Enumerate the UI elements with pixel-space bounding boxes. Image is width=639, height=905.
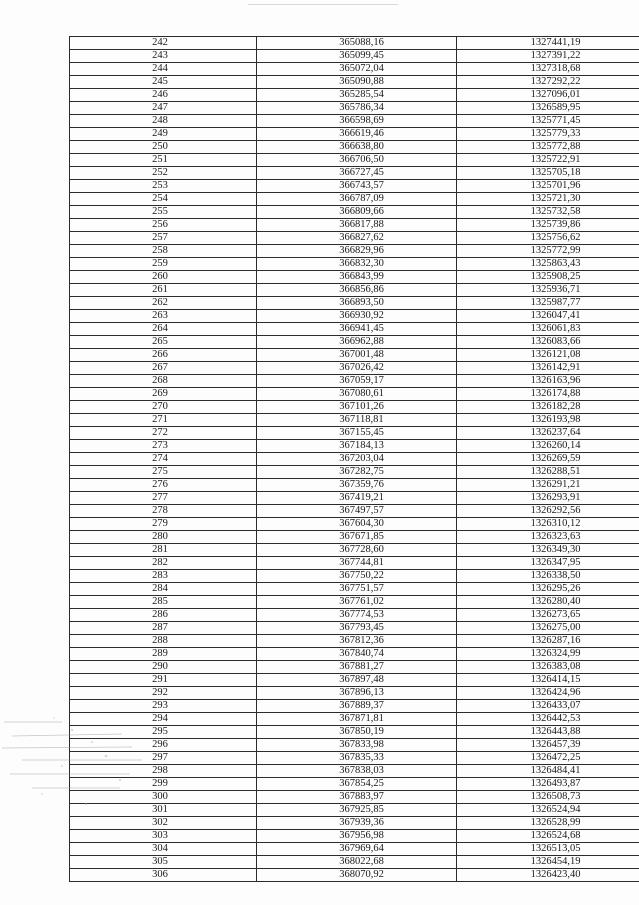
point-number-cell: 268 xyxy=(70,375,257,388)
point-number-cell: 291 xyxy=(70,674,257,687)
y-coordinate-cell: 1326121,08 xyxy=(457,349,639,362)
table-row xyxy=(70,661,639,674)
point-number-cell: 261 xyxy=(70,284,257,297)
point-number-cell: 251 xyxy=(70,154,257,167)
x-coordinate-cell: 366706,50 xyxy=(257,154,457,167)
table-row xyxy=(70,492,639,505)
point-number-cell: 248 xyxy=(70,115,257,128)
coordinates-table-body xyxy=(70,37,639,882)
table-row xyxy=(70,726,639,739)
y-coordinate-cell: 1327391,22 xyxy=(457,50,639,63)
x-coordinate-cell: 365099,45 xyxy=(257,50,457,63)
table-row xyxy=(70,206,639,219)
point-number-cell: 281 xyxy=(70,544,257,557)
y-coordinate-cell: 1326472,25 xyxy=(457,752,639,765)
x-coordinate-cell: 365072,04 xyxy=(257,63,457,76)
table-row xyxy=(70,323,639,336)
x-coordinate-cell: 367118,81 xyxy=(257,414,457,427)
point-number-cell: 306 xyxy=(70,869,257,882)
point-number-cell: 286 xyxy=(70,609,257,622)
x-coordinate-cell: 367026,42 xyxy=(257,362,457,375)
y-coordinate-cell: 1325987,77 xyxy=(457,297,639,310)
x-coordinate-cell: 367793,45 xyxy=(257,622,457,635)
y-coordinate-cell: 1325772,88 xyxy=(457,141,639,154)
y-coordinate-cell: 1326295,26 xyxy=(457,583,639,596)
point-number-cell: 245 xyxy=(70,76,257,89)
point-number-cell: 242 xyxy=(70,37,257,50)
x-coordinate-cell: 367925,85 xyxy=(257,804,457,817)
table-row xyxy=(70,375,639,388)
y-coordinate-cell: 1326288,51 xyxy=(457,466,639,479)
table-row xyxy=(70,63,639,76)
table-row xyxy=(70,869,639,882)
x-coordinate-cell: 366962,88 xyxy=(257,336,457,349)
x-coordinate-cell: 367155,45 xyxy=(257,427,457,440)
point-number-cell: 246 xyxy=(70,89,257,102)
x-coordinate-cell: 367359,76 xyxy=(257,479,457,492)
y-coordinate-cell: 1326513,05 xyxy=(457,843,639,856)
y-coordinate-cell: 1325772,99 xyxy=(457,245,639,258)
y-coordinate-cell: 1326443,88 xyxy=(457,726,639,739)
table-row xyxy=(70,596,639,609)
table-row xyxy=(70,336,639,349)
x-coordinate-cell: 367774,53 xyxy=(257,609,457,622)
point-number-cell: 244 xyxy=(70,63,257,76)
x-coordinate-cell: 367838,03 xyxy=(257,765,457,778)
y-coordinate-cell: 1325908,25 xyxy=(457,271,639,284)
x-coordinate-cell: 367835,33 xyxy=(257,752,457,765)
table-row xyxy=(70,76,639,89)
table-row xyxy=(70,401,639,414)
table-row xyxy=(70,245,639,258)
x-coordinate-cell: 367184,13 xyxy=(257,440,457,453)
table-row xyxy=(70,50,639,63)
x-coordinate-cell: 366827,62 xyxy=(257,232,457,245)
table-row xyxy=(70,531,639,544)
point-number-cell: 294 xyxy=(70,713,257,726)
point-number-cell: 300 xyxy=(70,791,257,804)
point-number-cell: 257 xyxy=(70,232,257,245)
point-number-cell: 303 xyxy=(70,830,257,843)
point-number-cell: 295 xyxy=(70,726,257,739)
x-coordinate-cell: 366856,86 xyxy=(257,284,457,297)
point-number-cell: 265 xyxy=(70,336,257,349)
table-row xyxy=(70,154,639,167)
point-number-cell: 278 xyxy=(70,505,257,518)
point-number-cell: 270 xyxy=(70,401,257,414)
point-number-cell: 266 xyxy=(70,349,257,362)
y-coordinate-cell: 1325721,30 xyxy=(457,193,639,206)
point-number-cell: 285 xyxy=(70,596,257,609)
point-number-cell: 302 xyxy=(70,817,257,830)
x-coordinate-cell: 365786,34 xyxy=(257,102,457,115)
table-row xyxy=(70,37,639,50)
point-number-cell: 292 xyxy=(70,687,257,700)
x-coordinate-cell: 366893,50 xyxy=(257,297,457,310)
point-number-cell: 254 xyxy=(70,193,257,206)
y-coordinate-cell: 1325722,91 xyxy=(457,154,639,167)
y-coordinate-cell: 1326442,53 xyxy=(457,713,639,726)
table-row xyxy=(70,349,639,362)
point-number-cell: 289 xyxy=(70,648,257,661)
x-coordinate-cell: 367969,64 xyxy=(257,843,457,856)
table-row xyxy=(70,115,639,128)
y-coordinate-cell: 1326142,91 xyxy=(457,362,639,375)
x-coordinate-cell: 367744,81 xyxy=(257,557,457,570)
x-coordinate-cell: 365285,54 xyxy=(257,89,457,102)
point-number-cell: 298 xyxy=(70,765,257,778)
x-coordinate-cell: 367751,57 xyxy=(257,583,457,596)
x-coordinate-cell: 367419,21 xyxy=(257,492,457,505)
y-coordinate-cell: 1326414,15 xyxy=(457,674,639,687)
y-coordinate-cell: 1326237,64 xyxy=(457,427,639,440)
table-row xyxy=(70,830,639,843)
x-coordinate-cell: 367604,30 xyxy=(257,518,457,531)
y-coordinate-cell: 1326291,21 xyxy=(457,479,639,492)
point-number-cell: 247 xyxy=(70,102,257,115)
table-row xyxy=(70,427,639,440)
table-row xyxy=(70,713,639,726)
point-number-cell: 253 xyxy=(70,180,257,193)
table-row xyxy=(70,778,639,791)
y-coordinate-cell: 1326174,88 xyxy=(457,388,639,401)
x-coordinate-cell: 367896,13 xyxy=(257,687,457,700)
x-coordinate-cell: 367883,97 xyxy=(257,791,457,804)
y-coordinate-cell: 1325705,18 xyxy=(457,167,639,180)
x-coordinate-cell: 365090,88 xyxy=(257,76,457,89)
point-number-cell: 275 xyxy=(70,466,257,479)
y-coordinate-cell: 1326524,94 xyxy=(457,804,639,817)
x-coordinate-cell: 366787,09 xyxy=(257,193,457,206)
y-coordinate-cell: 1326508,73 xyxy=(457,791,639,804)
x-coordinate-cell: 368022,68 xyxy=(257,856,457,869)
x-coordinate-cell: 367101,26 xyxy=(257,401,457,414)
table-row xyxy=(70,167,639,180)
y-coordinate-cell: 1326275,00 xyxy=(457,622,639,635)
x-coordinate-cell: 367059,17 xyxy=(257,375,457,388)
table-row xyxy=(70,414,639,427)
x-coordinate-cell: 367671,85 xyxy=(257,531,457,544)
table-row xyxy=(70,804,639,817)
table-row xyxy=(70,765,639,778)
x-coordinate-cell: 366727,45 xyxy=(257,167,457,180)
point-number-cell: 263 xyxy=(70,310,257,323)
table-row xyxy=(70,791,639,804)
table-row xyxy=(70,752,639,765)
table-row xyxy=(70,674,639,687)
y-coordinate-cell: 1327292,22 xyxy=(457,76,639,89)
x-coordinate-cell: 366832,30 xyxy=(257,258,457,271)
point-number-cell: 259 xyxy=(70,258,257,271)
table-row xyxy=(70,505,639,518)
y-coordinate-cell: 1326047,41 xyxy=(457,310,639,323)
table-row xyxy=(70,622,639,635)
x-coordinate-cell: 367203,04 xyxy=(257,453,457,466)
x-coordinate-cell: 367001,48 xyxy=(257,349,457,362)
y-coordinate-cell: 1327096,01 xyxy=(457,89,639,102)
x-coordinate-cell: 366941,45 xyxy=(257,323,457,336)
x-coordinate-cell: 367939,36 xyxy=(257,817,457,830)
y-coordinate-cell: 1326349,30 xyxy=(457,544,639,557)
table-row xyxy=(70,180,639,193)
point-number-cell: 282 xyxy=(70,557,257,570)
table-row xyxy=(70,687,639,700)
x-coordinate-cell: 366817,88 xyxy=(257,219,457,232)
x-coordinate-cell: 365088,16 xyxy=(257,37,457,50)
point-number-cell: 288 xyxy=(70,635,257,648)
x-coordinate-cell: 367812,36 xyxy=(257,635,457,648)
table-row xyxy=(70,258,639,271)
point-number-cell: 290 xyxy=(70,661,257,674)
x-coordinate-cell: 367897,48 xyxy=(257,674,457,687)
y-coordinate-cell: 1326424,96 xyxy=(457,687,639,700)
y-coordinate-cell: 1326528,99 xyxy=(457,817,639,830)
point-number-cell: 269 xyxy=(70,388,257,401)
table-row xyxy=(70,141,639,154)
y-coordinate-cell: 1325701,96 xyxy=(457,180,639,193)
y-coordinate-cell: 1325739,86 xyxy=(457,219,639,232)
table-row xyxy=(70,648,639,661)
point-number-cell: 264 xyxy=(70,323,257,336)
point-number-cell: 258 xyxy=(70,245,257,258)
table-row xyxy=(70,232,639,245)
y-coordinate-cell: 1326083,66 xyxy=(457,336,639,349)
point-number-cell: 305 xyxy=(70,856,257,869)
x-coordinate-cell: 367881,27 xyxy=(257,661,457,674)
point-number-cell: 271 xyxy=(70,414,257,427)
y-coordinate-cell: 1326457,39 xyxy=(457,739,639,752)
table-row xyxy=(70,362,639,375)
table-row xyxy=(70,817,639,830)
point-number-cell: 255 xyxy=(70,206,257,219)
y-coordinate-cell: 1325756,62 xyxy=(457,232,639,245)
x-coordinate-cell: 366809,66 xyxy=(257,206,457,219)
point-number-cell: 252 xyxy=(70,167,257,180)
point-number-cell: 301 xyxy=(70,804,257,817)
point-number-cell: 287 xyxy=(70,622,257,635)
x-coordinate-cell: 367956,98 xyxy=(257,830,457,843)
x-coordinate-cell: 366619,46 xyxy=(257,128,457,141)
y-coordinate-cell: 1326323,63 xyxy=(457,531,639,544)
point-number-cell: 284 xyxy=(70,583,257,596)
table-row xyxy=(70,102,639,115)
x-coordinate-cell: 367840,74 xyxy=(257,648,457,661)
y-coordinate-cell: 1326493,87 xyxy=(457,778,639,791)
x-coordinate-cell: 366638,80 xyxy=(257,141,457,154)
x-coordinate-cell: 367850,19 xyxy=(257,726,457,739)
table-row xyxy=(70,219,639,232)
table-row xyxy=(70,453,639,466)
y-coordinate-cell: 1325863,43 xyxy=(457,258,639,271)
table-row xyxy=(70,284,639,297)
y-coordinate-cell: 1326193,98 xyxy=(457,414,639,427)
point-number-cell: 243 xyxy=(70,50,257,63)
table-row xyxy=(70,557,639,570)
y-coordinate-cell: 1325771,45 xyxy=(457,115,639,128)
table-row xyxy=(70,570,639,583)
point-number-cell: 274 xyxy=(70,453,257,466)
y-coordinate-cell: 1327441,19 xyxy=(457,37,639,50)
x-coordinate-cell: 366843,99 xyxy=(257,271,457,284)
point-number-cell: 299 xyxy=(70,778,257,791)
y-coordinate-cell: 1326433,07 xyxy=(457,700,639,713)
x-coordinate-cell: 367761,02 xyxy=(257,596,457,609)
x-coordinate-cell: 367889,37 xyxy=(257,700,457,713)
top-scan-rule xyxy=(248,4,398,5)
table-row xyxy=(70,297,639,310)
y-coordinate-cell: 1326273,65 xyxy=(457,609,639,622)
table-row xyxy=(70,193,639,206)
y-coordinate-cell: 1326280,40 xyxy=(457,596,639,609)
table-row xyxy=(70,856,639,869)
x-coordinate-cell: 367750,22 xyxy=(257,570,457,583)
table-row xyxy=(70,544,639,557)
x-coordinate-cell: 367833,98 xyxy=(257,739,457,752)
x-coordinate-cell: 367080,61 xyxy=(257,388,457,401)
point-number-cell: 277 xyxy=(70,492,257,505)
x-coordinate-cell: 367854,25 xyxy=(257,778,457,791)
point-number-cell: 256 xyxy=(70,219,257,232)
point-number-cell: 273 xyxy=(70,440,257,453)
point-number-cell: 272 xyxy=(70,427,257,440)
y-coordinate-cell: 1326324,99 xyxy=(457,648,639,661)
point-number-cell: 276 xyxy=(70,479,257,492)
table-row xyxy=(70,739,639,752)
point-number-cell: 296 xyxy=(70,739,257,752)
table-row xyxy=(70,583,639,596)
x-coordinate-cell: 366598,69 xyxy=(257,115,457,128)
table-row xyxy=(70,271,639,284)
y-coordinate-cell: 1326383,08 xyxy=(457,661,639,674)
y-coordinate-cell: 1326524,68 xyxy=(457,830,639,843)
table-row xyxy=(70,310,639,323)
table-row xyxy=(70,479,639,492)
point-number-cell: 249 xyxy=(70,128,257,141)
y-coordinate-cell: 1325936,71 xyxy=(457,284,639,297)
point-number-cell: 293 xyxy=(70,700,257,713)
y-coordinate-cell: 1326310,12 xyxy=(457,518,639,531)
x-coordinate-cell: 368070,92 xyxy=(257,869,457,882)
point-number-cell: 250 xyxy=(70,141,257,154)
table-row xyxy=(70,466,639,479)
point-number-cell: 279 xyxy=(70,518,257,531)
point-number-cell: 304 xyxy=(70,843,257,856)
x-coordinate-cell: 366829,96 xyxy=(257,245,457,258)
table-row xyxy=(70,700,639,713)
y-coordinate-cell: 1326338,50 xyxy=(457,570,639,583)
y-coordinate-cell: 1326589,95 xyxy=(457,102,639,115)
y-coordinate-cell: 1325732,58 xyxy=(457,206,639,219)
y-coordinate-cell: 1326269,59 xyxy=(457,453,639,466)
x-coordinate-cell: 367728,60 xyxy=(257,544,457,557)
table-row xyxy=(70,609,639,622)
table-row xyxy=(70,388,639,401)
point-number-cell: 283 xyxy=(70,570,257,583)
point-number-cell: 267 xyxy=(70,362,257,375)
x-coordinate-cell: 367871,81 xyxy=(257,713,457,726)
table-row xyxy=(70,440,639,453)
point-number-cell: 297 xyxy=(70,752,257,765)
y-coordinate-cell: 1326454,19 xyxy=(457,856,639,869)
x-coordinate-cell: 367497,57 xyxy=(257,505,457,518)
table-row xyxy=(70,518,639,531)
point-number-cell: 280 xyxy=(70,531,257,544)
y-coordinate-cell: 1326423,40 xyxy=(457,869,639,882)
table-row xyxy=(70,843,639,856)
y-coordinate-cell: 1326163,96 xyxy=(457,375,639,388)
y-coordinate-cell: 1326260,14 xyxy=(457,440,639,453)
y-coordinate-cell: 1327318,68 xyxy=(457,63,639,76)
x-coordinate-cell: 366930,92 xyxy=(257,310,457,323)
y-coordinate-cell: 1326182,28 xyxy=(457,401,639,414)
coordinates-table xyxy=(69,36,639,882)
table-row xyxy=(70,128,639,141)
y-coordinate-cell: 1326292,56 xyxy=(457,505,639,518)
point-number-cell: 260 xyxy=(70,271,257,284)
y-coordinate-cell: 1326287,16 xyxy=(457,635,639,648)
y-coordinate-cell: 1326484,41 xyxy=(457,765,639,778)
point-number-cell: 262 xyxy=(70,297,257,310)
table-row xyxy=(70,635,639,648)
y-coordinate-cell: 1325779,33 xyxy=(457,128,639,141)
y-coordinate-cell: 1326061,83 xyxy=(457,323,639,336)
y-coordinate-cell: 1326293,91 xyxy=(457,492,639,505)
x-coordinate-cell: 366743,57 xyxy=(257,180,457,193)
x-coordinate-cell: 367282,75 xyxy=(257,466,457,479)
table-row xyxy=(70,89,639,102)
y-coordinate-cell: 1326347,95 xyxy=(457,557,639,570)
